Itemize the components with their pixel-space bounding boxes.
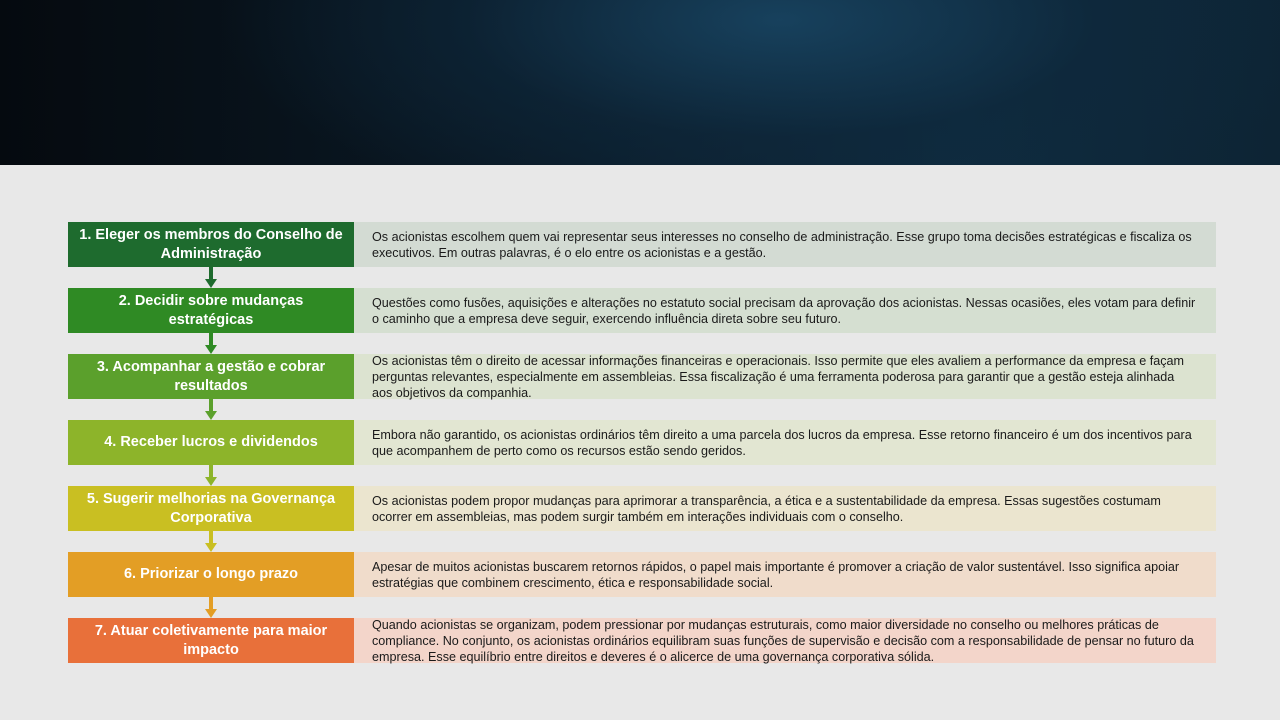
down-arrow-icon: [205, 465, 217, 486]
down-arrow-icon: [205, 267, 217, 288]
down-arrow-icon: [205, 597, 217, 618]
down-arrow-icon: [205, 399, 217, 420]
step-title: 5. Sugerir melhorias na Governança Corporativa: [86, 490, 336, 526]
step-description: Questões como fusões, aquisições e alterações no estatuto social precisam da aprovação dos acionistas. Nessas ocasiões, eles votam para definir o caminho que a empresa deve seguir, exercendo influência direta sobre seu futuro.: [372, 295, 1196, 326]
step-description-box: [354, 354, 1216, 399]
step-description: Embora não garantido, os acionistas ordinários têm direito a uma parcela dos lucros da empresa. Esse retorno financeiro é um dos incentivos para que acompanhem de perto como os recursos estão sendo geridos.: [372, 427, 1192, 458]
step-title-box: [68, 354, 354, 399]
step-title: 6. Priorizar o longo prazo: [123, 566, 299, 582]
step-title: 1. Eleger os membros do Conselho de Administração: [79, 226, 343, 262]
step-description: Os acionistas têm o direito de acessar informações financeiras e operacionais. Isso permite que eles avaliem a performance da empresa e façam perguntas relevantes, especialmente em assembleias. Essa fiscalização é uma ferramenta poderosa para garantir que a gestão esteja alinhada aos objetivos da companhia.: [372, 353, 1184, 400]
step-title-box: [68, 618, 354, 663]
step-title-box: [68, 486, 354, 531]
step-description: Os acionistas podem propor mudanças para aprimorar a transparência, a ética e a sustentabilidade da empresa. Essas sugestões costumam ocorrer em assembleias, mas podem surgir também em interações individuais com o conselho.: [372, 493, 1161, 524]
step-description-box: [354, 618, 1216, 663]
step-description-box: [354, 420, 1216, 465]
step-description-box: [354, 222, 1216, 267]
step-title: 7. Atuar coletivamente para maior impacto: [94, 622, 328, 658]
step-title-box: [68, 288, 354, 333]
step-description: Apesar de muitos acionistas buscarem retornos rápidos, o papel mais importante é promover a criação de valor sustentável. Isso significa apoiar estratégias que combinem crescimento, ética e responsabilidade social.: [372, 559, 1180, 590]
step-description-box: [354, 552, 1216, 597]
step-title-box: [68, 420, 354, 465]
step-title: 2. Decidir sobre mudanças estratégicas: [118, 292, 304, 328]
step-title-box: [68, 552, 354, 597]
step-description-box: [354, 486, 1216, 531]
step-title: 3. Acompanhar a gestão e cobrar resultados: [96, 358, 326, 394]
step-description-box: [354, 288, 1216, 333]
down-arrow-icon: [205, 333, 217, 354]
down-arrow-icon: [205, 531, 217, 552]
step-title-box: [68, 222, 354, 267]
step-description: Quando acionistas se organizam, podem pressionar por mudanças estruturais, como maior diversidade no conselho ou melhores práticas de compliance. No conjunto, os acionistas ordinários equilibram suas funções de supervisão e decisão com a responsabilidade de pensar no futuro da empresa. Esse equilíbrio entre direitos e deveres é o alicerce de uma governança corporativa sólida.: [372, 617, 1194, 664]
step-description: Os acionistas escolhem quem vai representar seus interesses no conselho de administração. Esse grupo toma decisões estratégicas e fiscaliza os executivos. Em outras palavras, é o elo entre os acionistas e a gestão.: [372, 229, 1192, 260]
step-title: 4. Receber lucros e dividendos: [104, 434, 318, 450]
